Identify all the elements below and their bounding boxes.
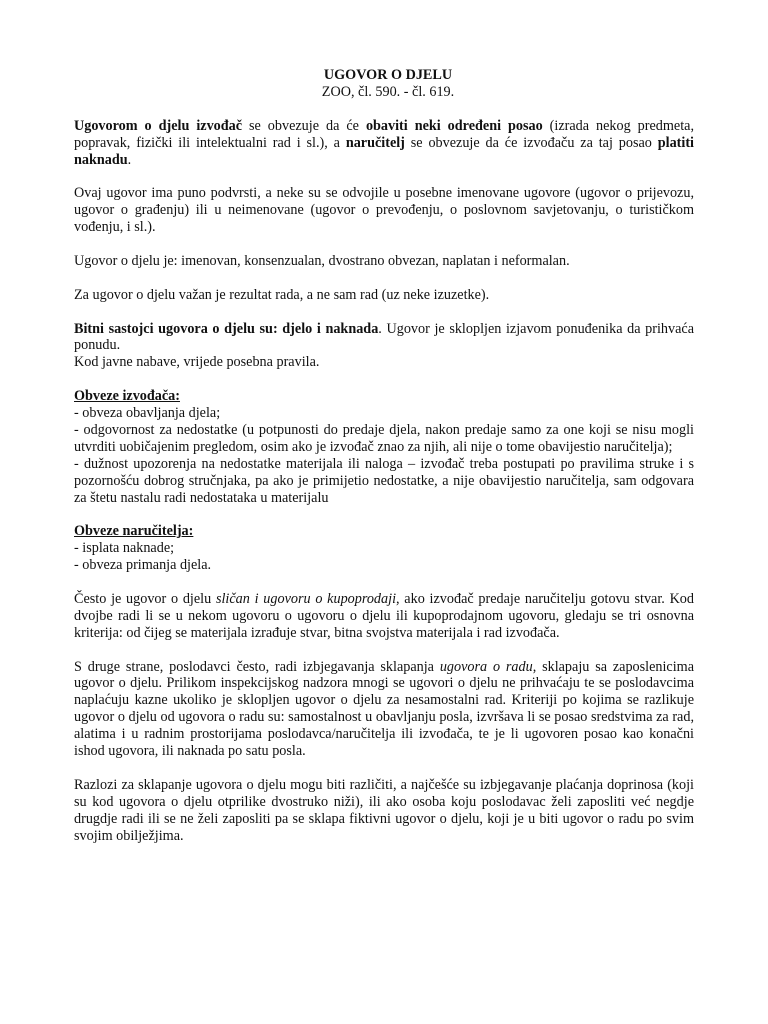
text-run: . bbox=[127, 151, 132, 168]
text-run: se obvezuje da će bbox=[242, 117, 366, 134]
text-run: (izrada nekog predmeta, popravak, fizički ili intelektualni rad i sl.), a bbox=[74, 117, 694, 151]
paragraph-essentials bbox=[74, 321, 694, 355]
title-block bbox=[82, 67, 694, 101]
paragraph-characteristics: Ugovor o djelu je: imenovan, konsenzualan, dvostrano obvezan, naplatan i neformalan. bbox=[74, 252, 570, 269]
list-item: - odgovornost za nedostatke (u potpunosti do predaje djela, nakon predaje samo za one koji se nisu mogli utvrditi uobičajenim pregledom, osim ako je izvođač znao za njih, ali nije o tome obavijestio naručitelja); bbox=[74, 421, 694, 455]
document-subtitle: ZOO, čl. 590. - čl. 619. bbox=[321, 83, 455, 100]
list-item: - isplata naknade; bbox=[74, 540, 175, 557]
bold-term: platiti naknadu bbox=[74, 134, 694, 168]
document-page bbox=[74, 67, 694, 845]
bold-term: Bitni sastojci ugovora o djelu su: djelo i naknada bbox=[74, 320, 379, 337]
document-title: UGOVOR O DJELU bbox=[323, 67, 453, 83]
bold-term: obaviti neki određeni posao bbox=[365, 117, 543, 134]
paragraph-subtypes: Ovaj ugovor ima puno podvrsti, a neke su se odvojile u posebne imenovane ugovore (ugovor o prijevozu, ugovor o građenju) ili u neimenovane (ugovor o prevođenju, o poslovnom savjetovanju, o turističkom vođenju, i sl.). bbox=[74, 185, 694, 236]
text-run: , sklapaju sa zaposlenicima ugovor o djelu. Prilikom inspekcijskog nadzora mnogi se ugovori o djelu ne prihvaćaju te se poslodavcima naplaćuju kazne ukoliko je sklopljen ugovor o djelu za nesamostalni rad. Kriteriji po kojima se razlikuje ugovor o djelu od ugovora o radu su: samostalnost u obavljanju posla, izvršava li se posao sredstvima za rad, alatima i u radnim prostorijama poslodavca/naručitelja ili izvođača, te je li ugovoren posao kao konačni ishod ugovora, ili naknada po satu posla. bbox=[74, 658, 694, 760]
italic-term: ugovora o radu bbox=[439, 658, 533, 675]
list-item: - dužnost upozorenja na nedostatke materijala ili naloga – izvođač treba postupati po pravilima struke i s pozornošću dobrog stručnjaka, pa ako je primijetio nedostatke, a nije obavijestio naručitelja, sam odgovara za štetu nastalu radi nedostataka u materijalu bbox=[74, 455, 694, 506]
bold-term: Ugovorom o djelu izvođač bbox=[74, 117, 243, 134]
bold-term: naručitelj bbox=[345, 134, 405, 151]
text-run: , ako izvođač predaje naručitelju gotovu stvar. Kod dvojbe radi li se u nekom ugovoru o ugovoru o djelu ili kupoprodajnom ugovoru, gledaju se tri osnovna kriterija: od čijeg se materijala izrađuje stvar, bitna svojstva materijala i rad izvođača. bbox=[74, 590, 694, 641]
paragraph-definition bbox=[74, 118, 694, 169]
paragraph-employment-comparison bbox=[74, 659, 694, 760]
paragraph-reasons: Razlozi za sklapanje ugovora o djelu mogu biti različiti, a najčešće su izbjegavanje plaćanja doprinosa (koji su kod ugovora o djelu otprilike dvostruko niži), ili ako osoba koju poslodavac želi zaposliti već negdje drugdje radi ili se ne želi zaposliti pa se sklapa fiktivni ugovor o djelu, koji je u biti ugovor o radu po svim svojim obilježjima. bbox=[74, 776, 694, 844]
section-heading-client-obligations: Obveze naručitelja: bbox=[74, 523, 194, 540]
paragraph-sale-comparison bbox=[74, 591, 694, 642]
paragraph-public-procurement: Kod javne nabave, vrijede posebna pravila. bbox=[74, 354, 320, 371]
text-run: se obvezuje da će izvođaču za taj posao bbox=[404, 134, 658, 151]
text-run: Često je ugovor o djelu bbox=[74, 590, 216, 607]
text-run: . Ugovor je sklopljen izjavom ponuđenika da prihvaća ponudu. bbox=[74, 320, 694, 354]
list-item: - obveza primanja djela. bbox=[74, 557, 212, 574]
paragraph-result: Za ugovor o djelu važan je rezultat rada, a ne sam rad (uz neke izuzetke). bbox=[74, 286, 490, 303]
italic-term: sličan i ugovoru o kupoprodaji bbox=[215, 590, 397, 607]
section-heading-contractor-obligations: Obveze izvođača: bbox=[74, 388, 180, 405]
text-run: S druge strane, poslodavci često, radi izbjegavanja sklapanja bbox=[74, 658, 440, 675]
list-item: - obveza obavljanja djela; bbox=[74, 405, 221, 422]
